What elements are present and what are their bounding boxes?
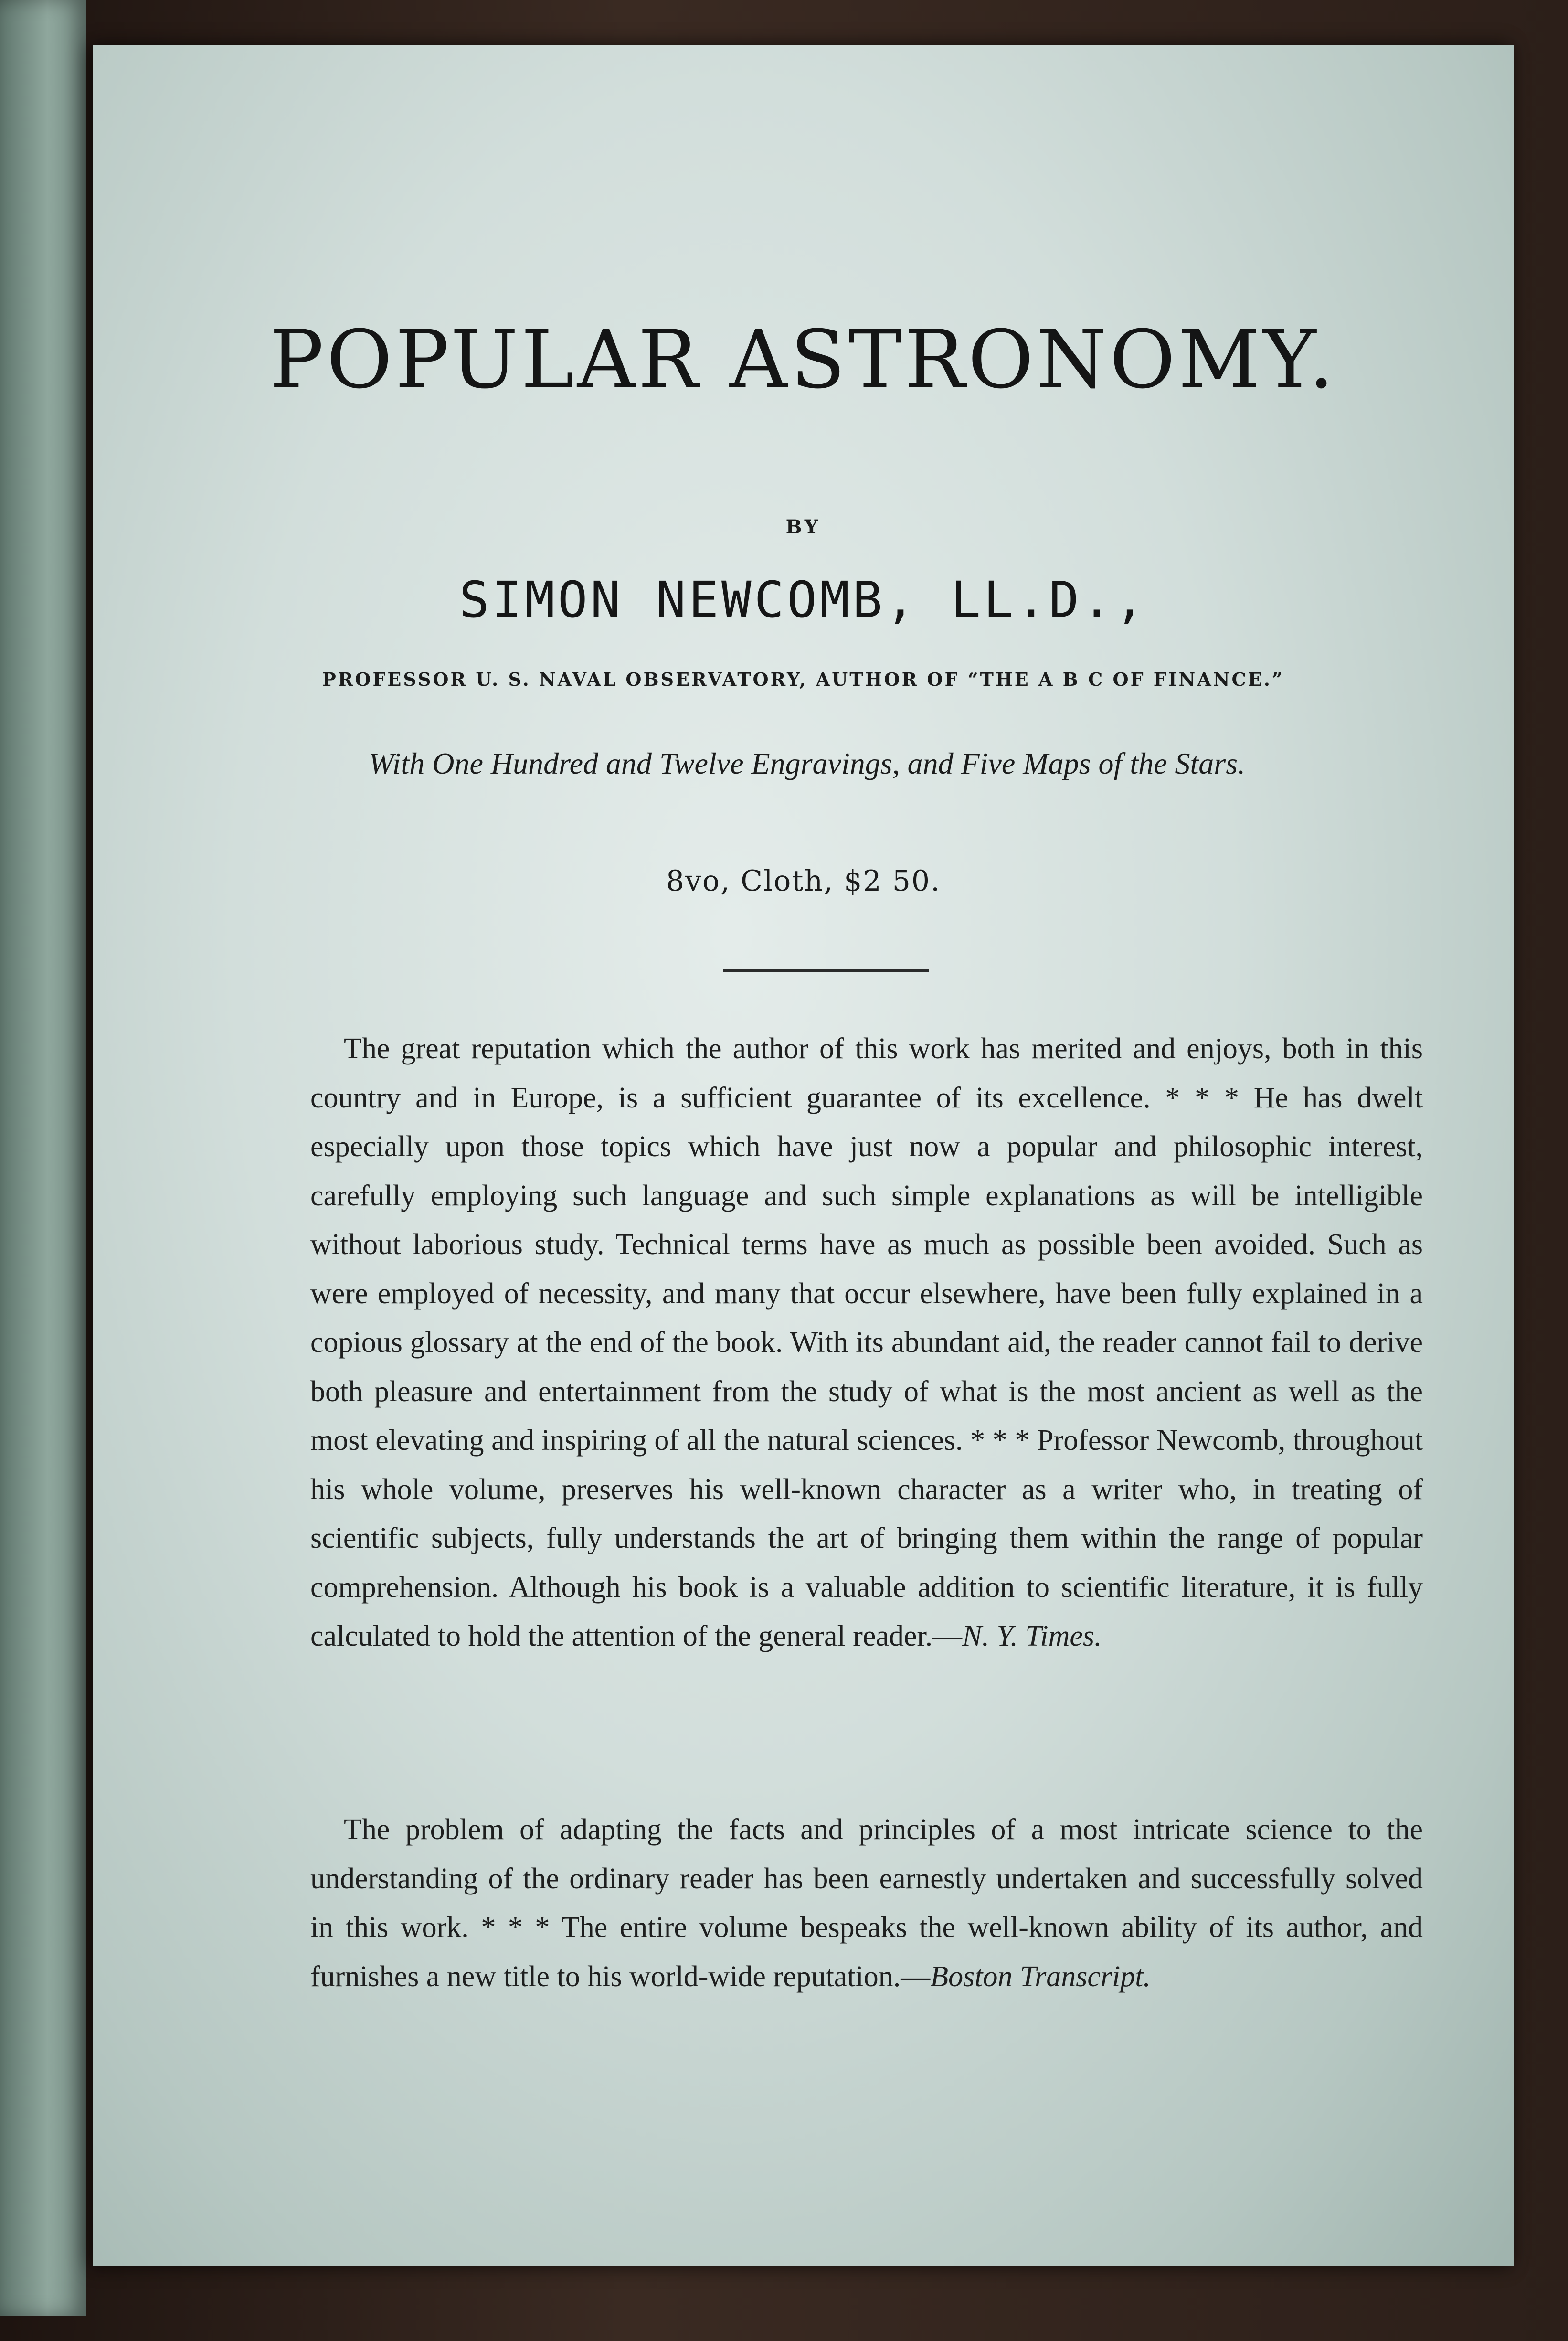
author-name: SIMON NEWCOMB, LL.D.,	[459, 571, 1147, 629]
review-text: The great reputation which the author of this work has merited and enjoys, both in this country and in Europe, is a sufficient guarantee of its excellence. * * * He has dwelt especially upon those topics which have just now a popular and philosophic interest, carefully employing such language and such simple explanations as will be intelligible without laborious study. Technical terms have as much as possible been avoided. Such as were employed of necessity, and many that occur elsewhere, have been fully explained in a copious glossary at the end of the book. With its abundant aid, the reader cannot fail to derive both pleasure and entertainment from the study of what is the most ancient as well as the most elevating and inspiring of all the natural sciences. * * * Professor Newcomb, throughout his whole volume, preserves his well-known character as a writer who, in treating of scientific subjects, fully understands the art of bringing them within the range of popular comprehension. Although his book is a valuable addition to scientific literature, it is fully calculated to hold the attention of the general reader.—	[310, 1032, 1423, 1652]
review-paragraph	[310, 1024, 1423, 1661]
review-text: The problem of adapting the facts and principles of a most intricate science to the understanding of the ordinary reader has been earnestly undertaken and successfully solved in this work. * * * The entire volume bespeaks the well-known ability of its author, and furnishes a new title to his world-wide reputation.—	[310, 1813, 1423, 1993]
review-paragraph	[310, 1805, 1423, 2001]
divider-rule	[723, 969, 929, 972]
previous-page-edge	[0, 0, 86, 2316]
review-boston-transcript	[310, 1805, 1423, 2001]
review-source: N. Y. Times.	[962, 1620, 1102, 1652]
book-page	[93, 45, 1514, 2266]
by-line: BY	[785, 516, 821, 538]
engravings-note: With One Hundred and Twelve Engravings, and Five Maps of the Stars.	[368, 746, 1246, 780]
book-title: POPULAR ASTRONOMY.	[269, 313, 1337, 406]
review-nytimes	[310, 1024, 1423, 1661]
author-credentials: PROFESSOR U. S. NAVAL OBSERVATORY, AUTHOR OF “THE A B C OF FINANCE.”	[322, 669, 1284, 690]
review-source: Boston Transcript.	[930, 1960, 1151, 1993]
price-line: 8vo, Cloth, $2 50.	[666, 864, 941, 898]
